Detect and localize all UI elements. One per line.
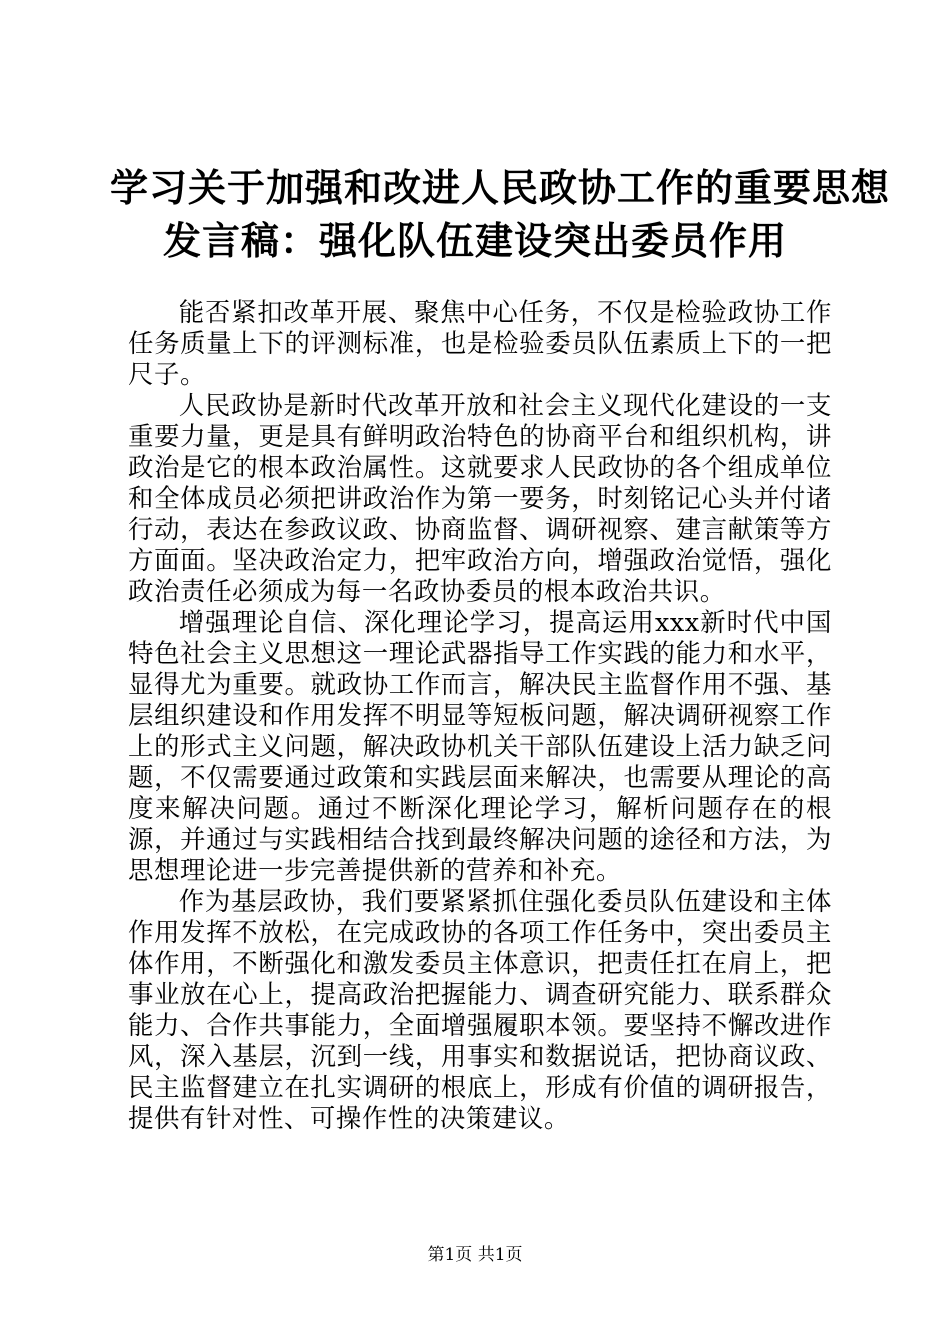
document-title-line-2: 发言稿：强化队伍建设突出委员作用: [162, 218, 787, 263]
page-number-footer: 第1页 共1页: [427, 1245, 523, 1265]
body-paragraph-2: 人民政协是新时代改革开放和社会主义现代化建设的一支重要力量，更是具有鲜明政治特色的协商平台和组织机构，讲政治是它的根本政治属性。这就要求人民政协的各个组成单位和全体成员必须把讲政治作为第一要务，时刻铭记心头并付诸行动，表达在参政议政、协商监督、调研视察、建言献策等方方面面。坚决政治定力，把牢政治方向，增强政治觉悟，强化政治责任必须成为每一名政协委员的根本政治共识。: [128, 390, 832, 606]
document-title-line-1: 学习关于加强和改进人民政协工作的重要思想: [110, 165, 891, 210]
document-body: [128, 297, 832, 1134]
body-paragraph-3: 增强理论自信、深化理论学习，提高运用xxx新时代中国特色社会主义思想这一理论武器指导工作实践的能力和水平，显得尤为重要。就政协工作而言，解决民主监督作用不强、基层组织建设和作用发挥不明显等短板问题，解决调研视察工作上的形式主义问题，解决政协机关干部队伍建设上活力缺乏问题，不仅需要通过政策和实践层面来解决，也需要从理论的高度来解决问题。通过不断深化理论学习，解析问题存在的根源，并通过与实践相结合找到最终解决问题的途径和方法，为思想理论进一步完善提供新的营养和补充。: [128, 607, 832, 885]
body-paragraph-1: 能否紧扣改革开展、聚焦中心任务，不仅是检验政协工作任务质量上下的评测标准，也是检验委员队伍素质上下的一把尺子。: [128, 297, 832, 389]
body-paragraph-4: 作为基层政协，我们要紧紧抓住强化委员队伍建设和主体作用发挥不放松，在完成政协的各项工作任务中，突出委员主体作用，不断强化和激发委员主体意识，把责任扛在肩上，把事业放在心上，提高政治把握能力、调查研究能力、联系群众能力、合作共事能力，全面增强履职本领。要坚持不懈改进作风，深入基层，沉到一线，用事实和数据说话，把协商议政、民主监督建立在扎实调研的根底上，形成有价值的调研报告，提供有针对性、可操作性的决策建议。: [128, 886, 832, 1133]
